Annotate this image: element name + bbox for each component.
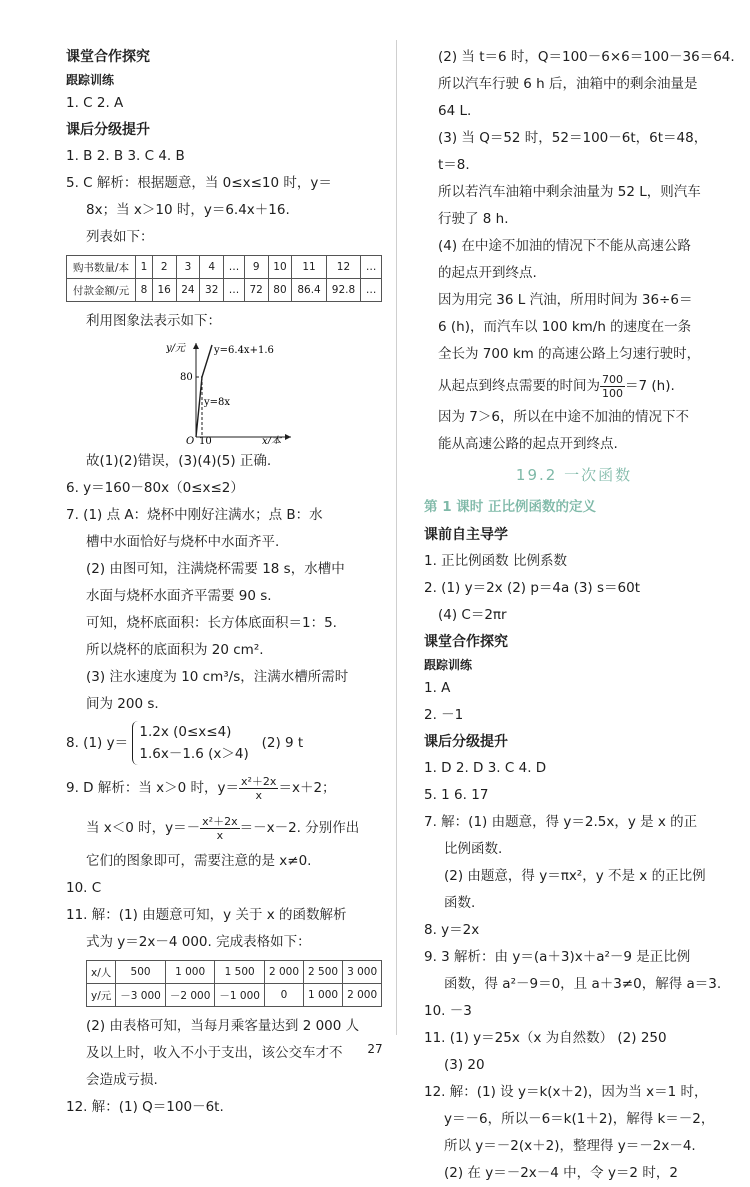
q8-case-2: 1.6x－1.6 (x＞4) bbox=[139, 746, 249, 762]
heading-classroom-cooperation-2: 课堂合作探究 bbox=[424, 634, 508, 650]
q12b-line-1: 12. 解：(1) 设 y＝k(x＋2)，因为当 x＝1 时， bbox=[424, 1084, 708, 1100]
x-axis-label: x/本 bbox=[262, 436, 282, 444]
q12-line-6: t＝8. bbox=[438, 157, 470, 173]
q7-line-7: (3) 注水速度为 10 cm³/s，注满水槽所需时 bbox=[86, 669, 349, 685]
q12-line-16: 能从高速公路的起点开到终点. bbox=[438, 436, 618, 452]
q5-line-4: 利用图象法表示如下： bbox=[86, 313, 221, 329]
q7b-line-2: 比例函数. bbox=[444, 841, 503, 857]
heading-classroom-cooperation: 课堂合作探究 bbox=[66, 49, 150, 65]
q11b-line-2: (3) 20 bbox=[444, 1057, 485, 1073]
table-cell: 500 bbox=[116, 961, 166, 984]
q10-answer: 10. C bbox=[66, 880, 102, 896]
tick-label-80: 80 bbox=[180, 372, 193, 383]
table-cell: －3 000 bbox=[116, 984, 166, 1007]
table-cell: 3 bbox=[176, 256, 200, 279]
table-cell: 0 bbox=[264, 984, 303, 1007]
table-cell: 86.4 bbox=[292, 279, 326, 302]
q7-line-8: 间为 200 s. bbox=[86, 696, 159, 712]
q9-fraction-2 bbox=[200, 815, 239, 842]
q12-line-5: (3) 当 Q＝52 时，52＝100－6t，6t＝48， bbox=[438, 130, 708, 146]
q5-line-2: 8x；当 x＞10 时，y＝6.4x＋16. bbox=[86, 202, 290, 218]
q12-line-11: 因为用完 36 L 汽油，所用时间为 36÷6＝ bbox=[438, 292, 693, 308]
table-cell: －2 000 bbox=[165, 984, 215, 1007]
q11b-line-1: 11. (1) y＝25x（x 为自然数） (2) 250 bbox=[424, 1030, 667, 1046]
table-cell: 1 bbox=[136, 256, 153, 279]
heading-after-class-2: 课后分级提升 bbox=[424, 734, 508, 750]
fraction-numerator: x²＋2x bbox=[202, 814, 238, 828]
table-cell: x/人 bbox=[87, 961, 116, 984]
table-cell: y/元 bbox=[87, 984, 116, 1007]
table-cell: 16 bbox=[152, 279, 176, 302]
q11-line-5: 会造成亏损. bbox=[86, 1072, 158, 1088]
heading-pre-class: 课前自主导学 bbox=[424, 527, 508, 543]
q8-case-1: 1.2x (0≤x≤4) bbox=[139, 724, 232, 740]
label-line-y-8x: y=8x bbox=[204, 397, 231, 408]
q12-line-10: 的起点开到终点. bbox=[438, 265, 537, 281]
book-price-table bbox=[66, 255, 382, 302]
q12-line-15: 因为 7＞6，所以在中途不加油的情况下不 bbox=[438, 409, 689, 425]
table-cell: … bbox=[361, 256, 382, 279]
table-row bbox=[67, 256, 382, 279]
fraction-denominator: x bbox=[255, 788, 262, 802]
table-cell: 1 500 bbox=[215, 961, 265, 984]
answers-tracking: 1. C 2. A bbox=[66, 95, 124, 111]
q12-line-8: 行驶了 8 h. bbox=[438, 211, 509, 227]
after-answers-5-6: 5. 1 6. 17 bbox=[424, 787, 489, 803]
page-number: 27 bbox=[367, 1042, 383, 1056]
fraction-denominator: x bbox=[216, 828, 224, 842]
passenger-income-table bbox=[86, 960, 382, 1007]
table-cell: 2 000 bbox=[264, 961, 303, 984]
table-row bbox=[67, 279, 382, 302]
tick-label-10: 10 bbox=[199, 436, 212, 444]
pre-answer-2b: (4) C＝2πr bbox=[438, 607, 507, 623]
pre-answer-1: 1. 正比例函数 比例系数 bbox=[424, 553, 567, 569]
q12-line-13: 全长为 700 km 的高速公路上匀速行驶时， bbox=[438, 346, 701, 362]
q8-piecewise bbox=[132, 721, 248, 765]
table-cell: 1 000 bbox=[165, 961, 215, 984]
after-answers-1-4: 1. D 2. D 3. C 4. D bbox=[424, 760, 547, 776]
q7-line-3: (2) 由图可知，注满烧杯需要 18 s，水槽中 bbox=[86, 561, 345, 577]
pre-answer-2: 2. (1) y＝2x (2) p＝4a (3) s＝60t bbox=[424, 580, 640, 596]
q7-line-4: 水面与烧杯水面齐平需要 90 s. bbox=[86, 588, 272, 604]
table-cell: 72 bbox=[244, 279, 268, 302]
q5-line-1: 5. C 解析：根据题意，当 0≤x≤10 时，y＝ bbox=[66, 175, 332, 191]
q12-line-14 bbox=[424, 368, 724, 404]
q9-text-d: ＝－x－2. 分别作出 bbox=[239, 820, 360, 836]
lesson-subtitle: 第 1 课时 正比例函数的定义 bbox=[424, 499, 596, 515]
q6-answer: 6. y＝160－80x（0≤x≤2） bbox=[66, 480, 244, 496]
table-cell: … bbox=[224, 256, 245, 279]
table-cell: 8 bbox=[136, 279, 153, 302]
origin-label: O bbox=[186, 436, 195, 444]
table-cell: 付款金额/元 bbox=[67, 279, 136, 302]
q12-line-4: 64 L. bbox=[438, 103, 472, 119]
q12-fraction bbox=[600, 373, 625, 400]
q9-text-b: ＝x＋2； bbox=[278, 780, 336, 796]
q7b-line-4: 函数. bbox=[444, 895, 476, 911]
table-cell: 24 bbox=[176, 279, 200, 302]
table-cell: 92.8 bbox=[326, 279, 360, 302]
q12b-line-3: 所以 y＝－2(x＋2)，整理得 y＝－2x－4. bbox=[444, 1138, 696, 1154]
q5-conclusion: 故(1)(2)错误，(3)(4)(5) 正确. bbox=[86, 453, 272, 469]
q8-part-2: (2) 9 t bbox=[261, 735, 304, 751]
section-title: 19.2 一次函数 bbox=[515, 466, 633, 484]
table-cell: 2 bbox=[152, 256, 176, 279]
q12-line-7: 所以若汽车油箱中剩余油量为 52 L，则汽车 bbox=[438, 184, 701, 200]
table-cell: 32 bbox=[200, 279, 224, 302]
line-y-8x bbox=[196, 377, 202, 437]
subheading-tracking-training: 跟踪训练 bbox=[66, 73, 115, 87]
table-cell: 2 000 bbox=[343, 984, 382, 1007]
q12-time-text: 从起点到终点需要的时间为 bbox=[438, 378, 600, 394]
y-axis-arrow bbox=[193, 343, 199, 349]
subheading-tracking-training-2: 跟踪训练 bbox=[424, 658, 473, 672]
q12-line-9: (4) 在中途不加油的情况下不能从高速公路 bbox=[438, 238, 691, 254]
q8-prefix: 8. (1) y＝ bbox=[66, 735, 129, 751]
column-divider bbox=[396, 40, 397, 1035]
q12-line-12: 6 (h)，而汽车以 100 km/h 的速度在一条 bbox=[438, 319, 692, 335]
y-axis-label: y/元 bbox=[166, 343, 186, 354]
q12-time-result: ＝7 (h). bbox=[625, 378, 675, 394]
heading-after-class: 课后分级提升 bbox=[66, 122, 150, 138]
q12b-line-2: y＝－6，所以－6＝k(1＋2)，解得 k＝－2， bbox=[444, 1111, 715, 1127]
q12-line-3: 所以汽车行驶 6 h 后，油箱中的剩余油量是 bbox=[438, 76, 698, 92]
table-cell: 购书数量/本 bbox=[67, 256, 136, 279]
q7-line-5: 可知，烧杯底面积：长方体底面积＝1：5. bbox=[86, 615, 337, 631]
q8b-answer: 8. y＝2x bbox=[424, 922, 480, 938]
q7b-line-3: (2) 由题意，得 y＝πx²，y 不是 x 的正比例 bbox=[444, 868, 706, 884]
q12-line-2: (2) 当 t＝6 时，Q＝100－6×6＝100－36＝64. bbox=[438, 49, 735, 65]
q9b-line-2: 函数，得 a²－9＝0，且 a＋3≠0，解得 a＝3. bbox=[444, 976, 722, 992]
table-row bbox=[87, 984, 382, 1007]
q11-line-2: 式为 y＝2x－4 000. 完成表格如下： bbox=[86, 934, 311, 950]
table-cell: －1 000 bbox=[215, 984, 265, 1007]
x-axis-arrow bbox=[285, 434, 291, 440]
q9b-line-1: 9. 3 解析：由 y＝(a＋3)x＋a²－9 是正比例 bbox=[424, 949, 691, 965]
q9-text-a: 9. D 解析：当 x＞0 时，y＝ bbox=[66, 780, 240, 796]
q10b-answer: 10. －3 bbox=[424, 1003, 472, 1019]
label-line-y-6-4x: y=6.4x+1.6 bbox=[214, 345, 274, 356]
table-cell: 2 500 bbox=[304, 961, 343, 984]
q8-answer bbox=[66, 718, 386, 768]
table-cell: … bbox=[224, 279, 245, 302]
track-answer-1: 1. A bbox=[424, 680, 451, 696]
q7-line-6: 所以烧杯的底面积为 20 cm². bbox=[86, 642, 264, 658]
answers-1-4: 1. B 2. B 3. C 4. B bbox=[66, 148, 185, 164]
q9-line-2 bbox=[66, 808, 386, 848]
q7b-line-1: 7. 解：(1) 由题意，得 y＝2.5x，y 是 x 的正 bbox=[424, 814, 698, 830]
fraction-numerator: 700 bbox=[602, 372, 623, 386]
q11-line-3: (2) 由表格可知，当每月乘客量达到 2 000 人 bbox=[86, 1018, 360, 1034]
table-cell: 3 000 bbox=[343, 961, 382, 984]
table-cell: 12 bbox=[326, 256, 360, 279]
table-cell: 1 000 bbox=[304, 984, 343, 1007]
q12b-line-4: (2) 在 y＝－2x－4 中，令 y＝2 时，2 bbox=[444, 1165, 678, 1181]
q7-line-2: 槽中水面恰好与烧杯中水面齐平. bbox=[86, 534, 280, 550]
function-graph bbox=[166, 339, 296, 444]
q7-line-1: 7. (1) 点 A：烧杯中刚好注满水；点 B：水 bbox=[66, 507, 323, 523]
q11-line-1: 11. 解：(1) 由题意可知，y 关于 x 的函数解析 bbox=[66, 907, 347, 923]
track-answer-2: 2. －1 bbox=[424, 707, 464, 723]
q11-line-4: 及以上时，收入不小于支出，该公交车才不 bbox=[86, 1045, 343, 1061]
q9-fraction bbox=[239, 775, 278, 802]
line-y-6-4x bbox=[202, 345, 212, 377]
table-cell: 11 bbox=[292, 256, 326, 279]
fraction-numerator: x²＋2x bbox=[241, 774, 277, 788]
q9-line-3: 它们的图象即可，需要注意的是 x≠0. bbox=[86, 853, 312, 869]
left-column bbox=[66, 44, 386, 1121]
table-cell: 10 bbox=[268, 256, 292, 279]
fraction-denominator: 100 bbox=[602, 386, 623, 400]
table-row bbox=[87, 961, 382, 984]
q5-line-3: 列表如下： bbox=[86, 229, 154, 245]
table-cell: 80 bbox=[268, 279, 292, 302]
q9-text-c: 当 x＜0 时，y＝－ bbox=[86, 820, 201, 836]
table-cell: … bbox=[361, 279, 382, 302]
q9-line-1 bbox=[66, 768, 386, 808]
table-cell: 4 bbox=[200, 256, 224, 279]
right-column bbox=[424, 44, 735, 1187]
q12-line-1: 12. 解：(1) Q＝100－6t. bbox=[66, 1099, 224, 1115]
table-cell: 9 bbox=[244, 256, 268, 279]
